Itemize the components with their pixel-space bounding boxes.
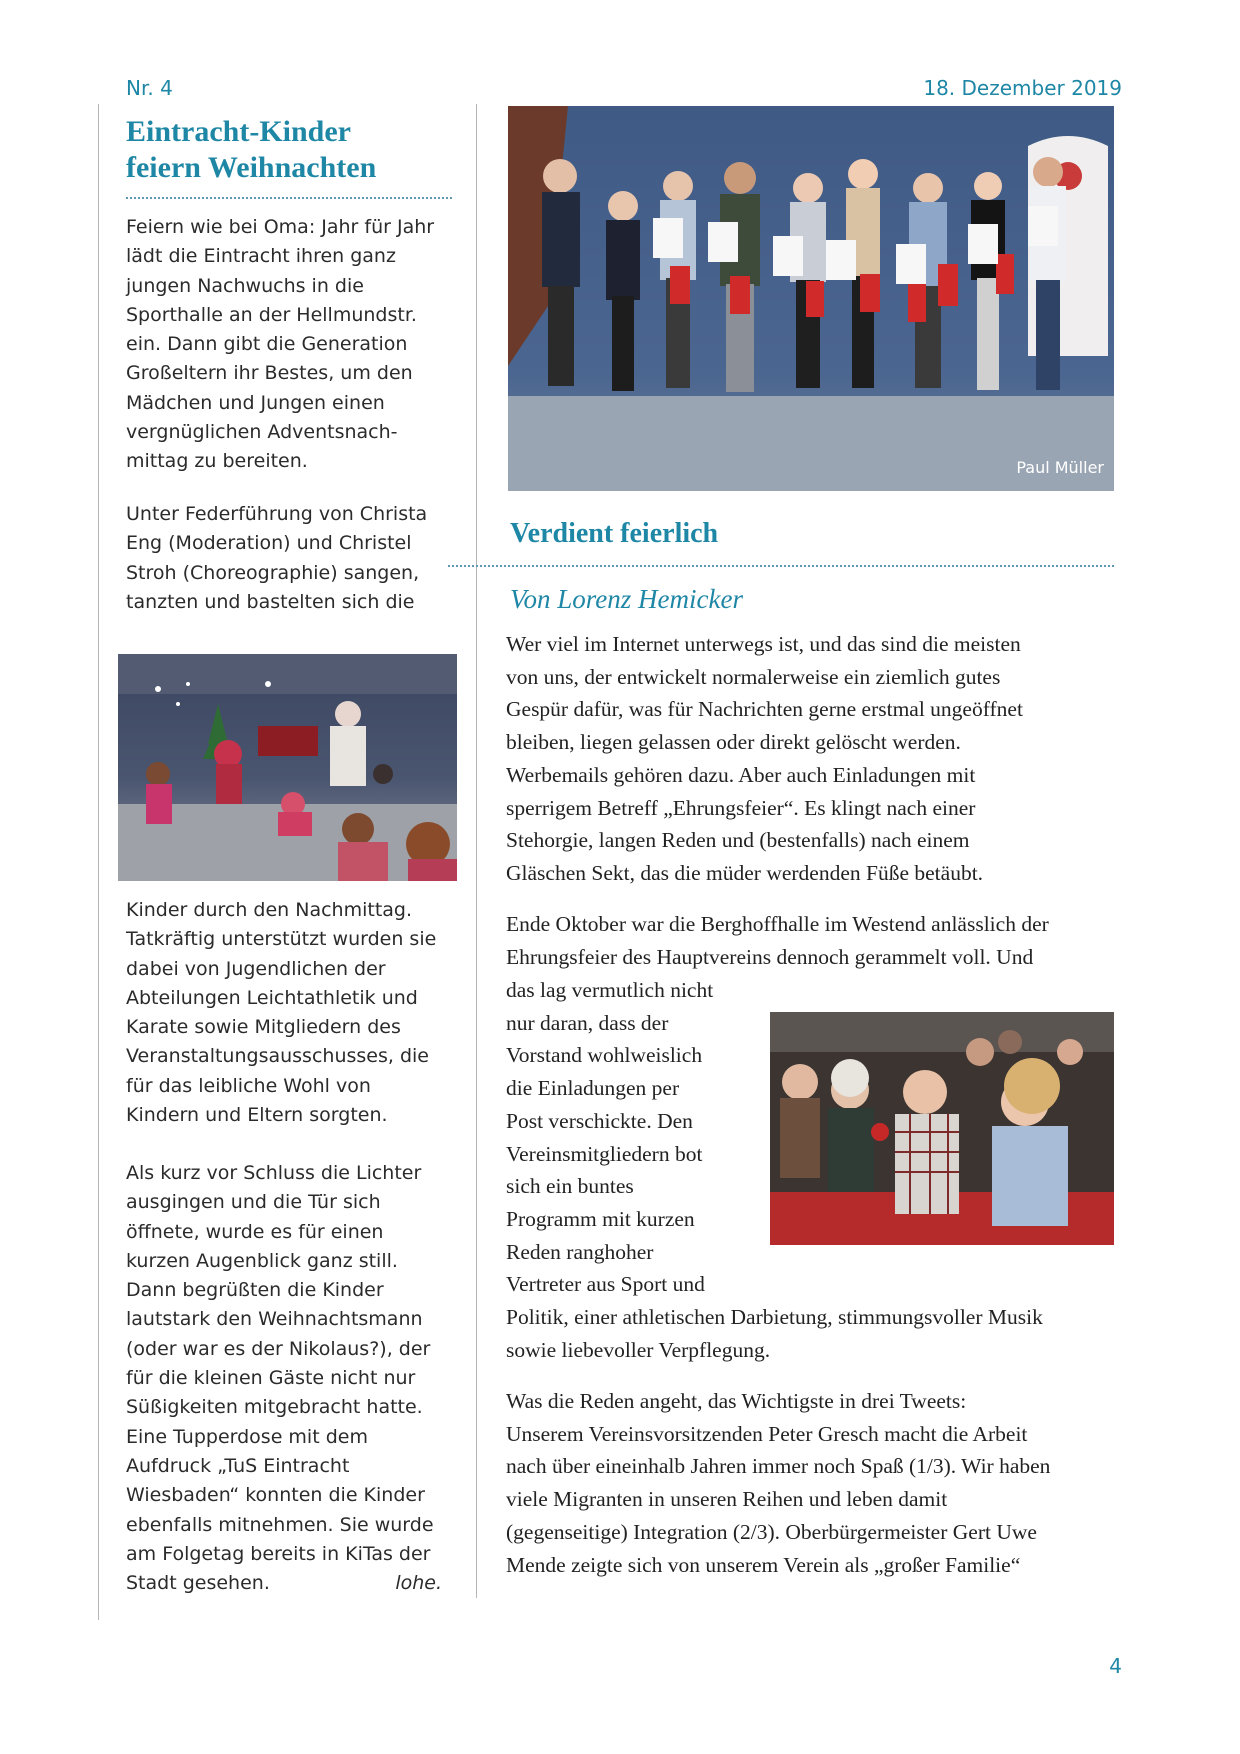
text-line: Gläschen Sekt, das die müder werdenden Füße betäubt. <box>506 860 984 885</box>
text-line: Dann begrüßten die Kinder <box>126 1279 384 1302</box>
text-line: von uns, der entwickelt normalerweise ein ziemlich gutes <box>506 664 1001 689</box>
left-headline <box>126 114 456 186</box>
text-line: lautstark den Weihnachtsmann <box>126 1308 423 1331</box>
text-line: viele Migranten in unseren Reihen und leben damit <box>506 1487 948 1512</box>
text-line: Tatkräftig unterstützt wurden sie <box>126 928 437 951</box>
right-paragraph-2-end <box>506 1301 1116 1366</box>
text-line: ausgingen und die Tür sich <box>126 1191 381 1214</box>
children-party-photo <box>118 654 457 881</box>
text-line: nur daran, dass der <box>506 1010 669 1035</box>
text-line: für die kleinen Gäste nicht nur <box>126 1367 416 1390</box>
text-line: Mädchen und Jungen einen <box>126 391 385 414</box>
right-headline: Verdient feierlich <box>510 518 719 549</box>
text-line: Stroh (Choreographie) sangen, <box>126 561 420 584</box>
text-line: das lag vermutlich nicht <box>506 978 714 1002</box>
issue-number: Nr. 4 <box>126 76 173 100</box>
headline-line-1: Eintracht-Kinder <box>126 115 351 148</box>
text-line: Unter Federführung von Christa <box>126 503 428 525</box>
left-paragraph-4 <box>126 1159 458 1598</box>
text-line: jungen Nachwuchs in die <box>126 274 364 297</box>
text-line: sich ein buntes <box>506 1174 634 1199</box>
text-line: ebenfalls mitnehmen. Sie wurde <box>126 1513 434 1536</box>
text-line: Post verschickte. Den <box>506 1108 693 1133</box>
text-line: (oder war es der Nikolaus?), der <box>126 1337 431 1360</box>
text-line: Süßigkeiten mitgebracht hatte. <box>126 1396 423 1419</box>
text-line: für das leibliche Wohl von <box>126 1074 371 1097</box>
author-initials: lohe. <box>395 1572 442 1595</box>
right-paragraph-2-wrap <box>506 974 766 1301</box>
text-line: tanzten und bastelten sich die <box>126 590 415 613</box>
text-line: bleiben, liegen gelassen oder direkt gelöscht werden. <box>506 730 961 755</box>
text-line: Kinder durch den Nachmittag. <box>126 899 413 921</box>
left-paragraph-2 <box>126 500 458 617</box>
text-line: sperrigem Betreff „Ehrungsfeier“. Es klingt nach einer <box>506 795 976 820</box>
text-line: Wer viel im Internet unterwegs ist, und das sind die meisten <box>506 632 1021 656</box>
headline-line-2: feiern Weihnachten <box>126 151 377 184</box>
text-line: Vertreter aus Sport und <box>506 1272 705 1297</box>
left-headline-rule <box>126 197 452 199</box>
photo-credit: Paul Müller <box>1016 458 1104 477</box>
text-line: dabei von Jugendlichen der <box>126 957 386 980</box>
text-line: Gespür dafür, was für Nachrichten gerne erstmal ungeöffnet <box>506 697 1023 722</box>
right-headline-rule <box>448 565 1114 567</box>
text-line: Karate sowie Mitgliedern des <box>126 1016 401 1039</box>
issue-date: 18. Dezember 2019 <box>923 76 1122 100</box>
text-line: Reden ranghoher <box>506 1239 654 1264</box>
seniors-audience-photo <box>770 1012 1114 1245</box>
closing-line <box>126 1569 458 1598</box>
left-margin-rule <box>98 104 99 1620</box>
text-line: Eng (Moderation) und Christel <box>126 532 412 555</box>
text-line: Eine Tupperdose mit dem <box>126 1425 368 1448</box>
column-divider <box>476 104 477 1598</box>
text-line: Ende Oktober war die Berghoffhalle im Westend anlässlich der <box>506 912 1049 936</box>
text-line: Stadt gesehen. <box>126 1572 270 1595</box>
text-line: die Einladungen per <box>506 1076 680 1101</box>
text-line: sowie liebevoller Verpflegung. <box>506 1337 771 1362</box>
text-line: mittag zu bereiten. <box>126 450 308 473</box>
text-line: Stehorgie, langen Reden und (bestenfalls) nach einem <box>506 828 970 853</box>
text-line: (gegenseitige) Integration (2/3). Oberbürgermeister Gert Uwe <box>506 1519 1037 1544</box>
text-line: Abteilungen Leichtathletik und <box>126 986 418 1009</box>
text-line: Unserem Vereinsvorsitzenden Peter Gresch macht die Arbeit <box>506 1421 1028 1446</box>
text-line: Wiesbaden“ konnten die Kinder <box>126 1484 425 1507</box>
page-number: 4 <box>1109 1654 1122 1678</box>
right-paragraph-3 <box>506 1385 1116 1581</box>
text-line: Mende zeigte sich von unserem Verein als „großer Familie“ <box>506 1552 1021 1577</box>
text-line: lädt die Eintracht ihren ganz <box>126 245 396 268</box>
text-line: am Folgetag bereits in KiTas der <box>126 1542 431 1565</box>
text-line: nach über eineinhalb Jahren immer noch Spaß (1/3). Wir haben <box>506 1454 1051 1479</box>
text-line: Feiern wie bei Oma: Jahr für Jahr <box>126 216 435 238</box>
text-line: Ehrungsfeier des Hauptvereins dennoch gerammelt voll. Und <box>506 944 1034 969</box>
award-group-photo <box>508 106 1114 491</box>
text-line: Veranstaltungsausschusses, die <box>126 1045 429 1068</box>
left-paragraph-1 <box>126 213 458 477</box>
text-line: Als kurz vor Schluss die Lichter <box>126 1162 422 1184</box>
text-line: Kindern und Eltern sorgten. <box>126 1104 388 1127</box>
byline: Von Lorenz Hemicker <box>510 584 743 614</box>
text-line: Vereinsmitgliedern bot <box>506 1141 703 1166</box>
left-paragraph-3 <box>126 896 458 1130</box>
text-line: Aufdruck „TuS Eintracht <box>126 1454 350 1477</box>
text-line: Großeltern ihr Bestes, um den <box>126 362 413 385</box>
text-line: Was die Reden angeht, das Wichtigste in drei Tweets: <box>506 1389 967 1413</box>
text-line: ein. Dann gibt die Generation <box>126 333 408 356</box>
text-line: Programm mit kurzen <box>506 1206 695 1231</box>
text-line: öffnete, wurde es für einen <box>126 1220 384 1243</box>
text-line: Sporthalle an der Hellmundstr. <box>126 303 417 326</box>
text-line: Werbemails gehören dazu. Aber auch Einladungen mit <box>506 762 976 787</box>
text-line: Politik, einer athletischen Darbietung, stimmungsvoller Musik <box>506 1305 1043 1329</box>
text-line: kurzen Augenblick ganz still. <box>126 1249 398 1272</box>
right-paragraph-2-top <box>506 908 1116 973</box>
text-line: Vorstand wohlweislich <box>506 1043 703 1068</box>
right-paragraph-1 <box>506 628 1116 890</box>
text-line: vergnüglichen Adventsnach- <box>126 421 398 444</box>
